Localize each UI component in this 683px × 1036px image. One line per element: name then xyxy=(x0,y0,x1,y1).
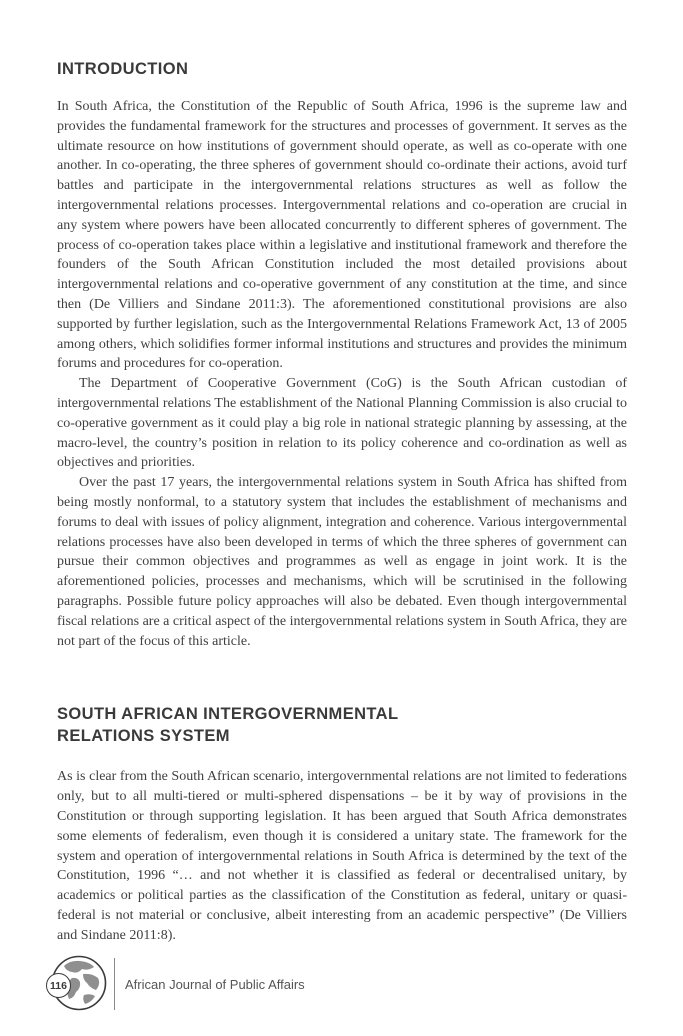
page-number-badge: 116 xyxy=(46,973,71,998)
section-heading-sa-igr-system: SOUTH AFRICAN INTERGOVERNMENTAL RELATIONS SYSTEM xyxy=(57,705,399,746)
intro-paragraph-2: The Department of Cooperative Government (CoG) is the South African custodian of intergovernmental relations The establishment of the National Planning Commission is also crucial to co-operative government as it could play a big role in national strategic planning by assessing, at the macro-level, the country’s position in relation to its policy coherence and co-ordination as well as objectives and priorities. xyxy=(57,376,627,471)
intro-paragraph-3: Over the past 17 years, the intergovernmental relations system in South Africa has shifted from being mostly nonformal, to a statutory system that includes the establishment of mechanisms and forums to deal with issues of policy alignment, integration and coherence. Various intergovernmental relations processes have also been developed in terms of which the three spheres of government can pursue their common objectives and programmes as well as engage in joint work. It is the aforementioned policies, processes and mechanisms, which will be scrutinised in the following paragraphs. Possible future policy approaches will also be debated. Even though intergovernmental fiscal relations are a critical aspect of the intergovernmental relations system in South Africa, they are not part of the focus of this article. xyxy=(57,475,627,649)
section-heading-introduction: INTRODUCTION xyxy=(57,60,189,78)
sa-igr-paragraph-1: As is clear from the South African scenario, intergovernmental relations are not limited to federations only, but to all multi-tiered or multi-sphered dispensations – be it by way of provisions in the Constitution or through supporting legislation. It has been argued that South Africa demonstrates some elements of federalism, even though it is considered a unitary state. The framework for the system and operation of intergovernmental relations in South Africa is determined by the text of the Constitution, 1996 “… and not whether it is classified as federal or decentralised unitary, by academics or political parties as the classification of the Constitution as federal, unitary or quasi-federal is not material or conclusive, albeit interesting from an academic perspective” (De Villiers and Sindane 2011:8). xyxy=(57,769,627,943)
article-body xyxy=(57,58,627,945)
footer-divider xyxy=(114,958,115,1010)
intro-paragraph-1: In South Africa, the Constitution of the Republic of South Africa, 1996 is the supreme law and provides the fundamental framework for the structures and processes of government. It serves as the ultimate resource on how institutions of government should operate, as well as co-operate with one another. In co-operating, the three spheres of government should co-ordinate their actions, avoid turf battles and participate in the intergovernmental relations structures as well as follow the intergovernmental relations processes. Intergovernmental relations and co-operation are crucial in any system where powers have been allocated concurrently to different spheres of government. The process of co-operation takes place within a legislative and institutional framework and therefore the founders of the South African Constitution included the most detailed provisions about intergovernmental relations and co-operative government of any constitution at the time, and since then (De Villiers and Sindane 2011:3). The aforementioned constitutional provisions are also supported by further legislation, such as the Intergovernmental Relations Framework Act, 13 of 2005 among others, which solidifies former informal institutions and structures and provides the minimum forums and procedures for co-operation. xyxy=(57,99,627,372)
journal-logo xyxy=(46,952,112,1016)
page-footer xyxy=(46,952,305,1016)
journal-title: African Journal of Public Affairs xyxy=(125,976,305,992)
